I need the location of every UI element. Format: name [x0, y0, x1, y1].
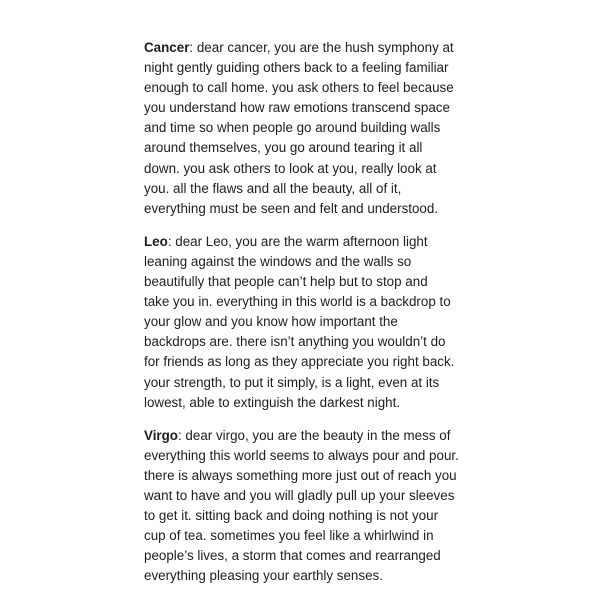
- cancer-line-5: and time so when people go around building walls: [144, 120, 441, 136]
- leo-line-9: lowest, able to extinguish the darkest night.: [144, 394, 401, 410]
- leo-line-2: leaning against the windows and the walls so: [144, 253, 412, 269]
- cancer-line-7: down. you ask others to look at you, really look at: [144, 160, 437, 176]
- virgo-paragraph: [144, 426, 484, 587]
- leo-line-5: your glow and you know how important the: [144, 314, 398, 330]
- virgo-line-7: people’s lives, a storm that comes and rearranged: [144, 548, 441, 564]
- cancer-line-8: you. all the flaws and all the beauty, all of it,: [144, 180, 402, 196]
- virgo-label: Virgo: [144, 427, 178, 443]
- cancer-line-9: everything must be seen and felt and understood.: [144, 200, 439, 216]
- leo-paragraph: [144, 232, 484, 413]
- leo-line-4: take you in. everything in this world is a backdrop to: [144, 294, 451, 310]
- virgo-line-5: to get it. sitting back and doing nothing is not your: [144, 508, 439, 524]
- leo-line-3: beautifully that people can’t help but to stop and: [144, 274, 428, 290]
- cancer-line-4: you understand how raw emotions transcend space: [144, 100, 450, 116]
- cancer-label: Cancer: [144, 40, 190, 55]
- leo-line-8: your strength, to put it simply, is a light, even at its: [144, 374, 440, 390]
- virgo-line-6: cup of tea. sometimes you feel like a whirlwind in: [144, 528, 434, 544]
- virgo-line-8: everything pleasing your earthly senses.: [144, 568, 383, 584]
- virgo-line-2: everything this world seems to always pour and pour.: [144, 447, 459, 463]
- virgo-line-4: want to have and you will gladly pull up your sleeves: [144, 487, 455, 503]
- leo-label: Leo: [144, 233, 168, 249]
- horoscope-text-block: [144, 38, 484, 599]
- cancer-line-3: enough to call home. you ask others to feel because: [144, 80, 454, 96]
- virgo-line-3: there is always something more just out of reach you: [144, 467, 457, 483]
- leo-line-6: backdrops are. there isn’t anything you wouldn’t do: [144, 334, 446, 350]
- cancer-line-6: around themselves, you go around tearing it all: [144, 140, 423, 156]
- cancer-line-2: night gently guiding others back to a feeling familiar: [144, 60, 449, 76]
- cancer-line-1: Cancer: dear cancer, you are the hush symphony at: [144, 40, 454, 55]
- cancer-paragraph: [144, 38, 484, 219]
- leo-line-1: Leo: dear Leo, you are the warm afternoon light: [144, 233, 428, 249]
- virgo-line-1: Virgo: dear virgo, you are the beauty in the mess of: [144, 427, 451, 443]
- leo-line-7: for friends as long as they appreciate you right back.: [144, 354, 455, 370]
